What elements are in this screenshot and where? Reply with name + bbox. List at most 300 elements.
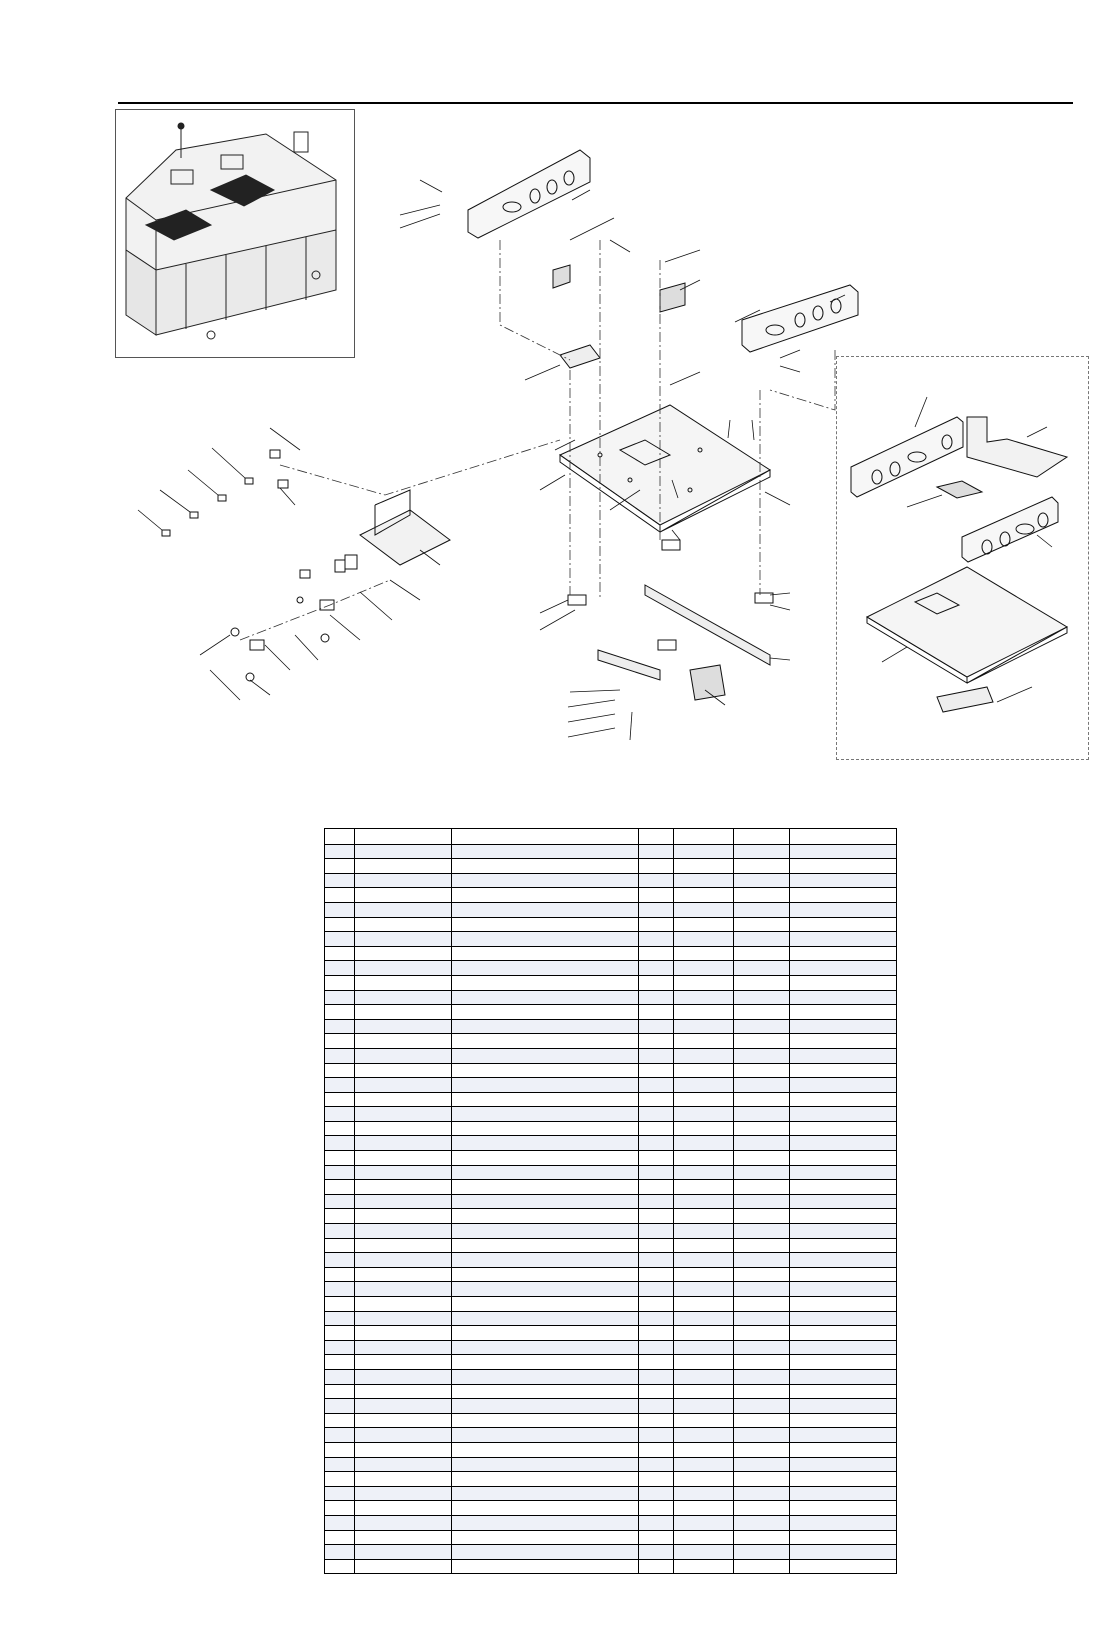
table-cell [674, 1311, 734, 1326]
table-cell [639, 917, 674, 932]
table-cell [325, 902, 355, 917]
table-cell [452, 1151, 639, 1166]
table-row [325, 1078, 897, 1093]
table-row [325, 1384, 897, 1399]
table-cell [790, 1442, 897, 1457]
table-row [325, 1048, 897, 1063]
table-cell [790, 1034, 897, 1049]
table-row [325, 873, 897, 888]
table-cell [674, 888, 734, 903]
table-cell [639, 1501, 674, 1516]
table-cell [452, 902, 639, 917]
table-cell [452, 917, 639, 932]
table-cell [325, 1369, 355, 1384]
table-cell [639, 1238, 674, 1253]
table-cell [355, 1326, 452, 1341]
table-cell [790, 1267, 897, 1282]
table-header-cell [790, 829, 897, 845]
table-cell [674, 917, 734, 932]
table-cell [734, 859, 790, 874]
table-cell [355, 1472, 452, 1487]
table-cell [734, 1384, 790, 1399]
table-cell [452, 1136, 639, 1151]
table-cell [790, 1472, 897, 1487]
table-cell [325, 1209, 355, 1224]
table-cell [452, 1457, 639, 1472]
table-cell [790, 975, 897, 990]
table-row [325, 975, 897, 990]
table-cell [790, 1399, 897, 1414]
table-row [325, 1472, 897, 1487]
table-cell [355, 1355, 452, 1370]
table-cell [325, 1428, 355, 1443]
table-cell [639, 844, 674, 859]
table-cell [355, 1005, 452, 1020]
table-row [325, 1340, 897, 1355]
table-cell [674, 902, 734, 917]
table-row [325, 1311, 897, 1326]
table-cell [734, 844, 790, 859]
rail-part-upper [468, 150, 590, 238]
table-cell [452, 932, 639, 947]
table-cell [790, 1121, 897, 1136]
table-cell [674, 1428, 734, 1443]
table-cell [452, 1369, 639, 1384]
table-cell [325, 946, 355, 961]
table-cell [734, 1311, 790, 1326]
table-cell [734, 1326, 790, 1341]
table-cell [452, 990, 639, 1005]
table-cell [355, 1442, 452, 1457]
table-cell [325, 873, 355, 888]
table-cell [452, 1501, 639, 1516]
table-cell [325, 1282, 355, 1297]
table-cell [734, 917, 790, 932]
table-cell [790, 1107, 897, 1122]
table-cell [355, 1530, 452, 1545]
table-cell [355, 917, 452, 932]
table-cell [325, 1267, 355, 1282]
table-row [325, 1501, 897, 1516]
table-row [325, 1515, 897, 1530]
table-cell [734, 961, 790, 976]
table-cell [452, 1267, 639, 1282]
table-cell [674, 1063, 734, 1078]
table-cell [355, 844, 452, 859]
table-cell [452, 1384, 639, 1399]
table-cell [674, 961, 734, 976]
table-cell [452, 888, 639, 903]
table-cell [355, 1559, 452, 1574]
table-cell [452, 1282, 639, 1297]
table-cell [452, 1355, 639, 1370]
table-cell [452, 1034, 639, 1049]
table-cell [674, 1180, 734, 1195]
table-cell [790, 946, 897, 961]
table-cell [452, 1559, 639, 1574]
table-cell [790, 1369, 897, 1384]
table-cell [639, 1253, 674, 1268]
table-row [325, 1297, 897, 1312]
table-cell [790, 1063, 897, 1078]
table-cell [734, 1515, 790, 1530]
table-cell [734, 1107, 790, 1122]
table-cell [325, 859, 355, 874]
table-cell [325, 1121, 355, 1136]
table-cell [639, 1107, 674, 1122]
table-row [325, 1326, 897, 1341]
table-cell [734, 888, 790, 903]
table-cell [790, 1019, 897, 1034]
table-cell [734, 1472, 790, 1487]
table-header-cell [325, 829, 355, 845]
table-cell [639, 1034, 674, 1049]
table-cell [674, 1297, 734, 1312]
table-cell [674, 1136, 734, 1151]
table-cell [355, 1034, 452, 1049]
table-row [325, 917, 897, 932]
table-cell [790, 1486, 897, 1501]
table-cell [325, 1165, 355, 1180]
table-cell [674, 1121, 734, 1136]
table-cell [734, 1297, 790, 1312]
table-cell [355, 975, 452, 990]
table-cell [452, 1428, 639, 1443]
table-cell [325, 932, 355, 947]
table-cell [452, 1326, 639, 1341]
table-cell [639, 873, 674, 888]
table-cell [355, 1413, 452, 1428]
table-cell [790, 1545, 897, 1560]
table-cell [355, 1121, 452, 1136]
table-row [325, 932, 897, 947]
table-cell [639, 1442, 674, 1457]
table-row [325, 1428, 897, 1443]
table-cell [452, 1209, 639, 1224]
table-cell [674, 1048, 734, 1063]
table-cell [639, 975, 674, 990]
table-cell [734, 1092, 790, 1107]
table-cell [674, 1369, 734, 1384]
table-header-cell [452, 829, 639, 845]
table-cell [452, 975, 639, 990]
table-cell [355, 1399, 452, 1414]
table-cell [452, 1078, 639, 1093]
table-cell [639, 1267, 674, 1282]
table-cell [639, 1384, 674, 1399]
table-cell [790, 873, 897, 888]
table-row [325, 1092, 897, 1107]
table-cell [452, 1092, 639, 1107]
table-cell [325, 961, 355, 976]
table-row [325, 1355, 897, 1370]
table-cell [452, 1515, 639, 1530]
table-cell [674, 1530, 734, 1545]
table-cell [639, 1399, 674, 1414]
table-row [325, 1019, 897, 1034]
table-row [325, 990, 897, 1005]
table-cell [674, 1384, 734, 1399]
table-cell [734, 1151, 790, 1166]
table-row [325, 1457, 897, 1472]
table-cell [639, 1413, 674, 1428]
table-cell [674, 1282, 734, 1297]
table-cell [734, 1355, 790, 1370]
table-cell [734, 1253, 790, 1268]
table-cell [325, 1136, 355, 1151]
table-cell [325, 1092, 355, 1107]
table-cell [355, 1501, 452, 1516]
table-row [325, 1267, 897, 1282]
table-cell [639, 1311, 674, 1326]
table-cell [355, 888, 452, 903]
table-cell [674, 1340, 734, 1355]
table-cell [674, 1355, 734, 1370]
table-cell [452, 1472, 639, 1487]
table-cell [452, 859, 639, 874]
table-row [325, 1224, 897, 1239]
table-cell [325, 1486, 355, 1501]
table-cell [355, 1209, 452, 1224]
table-cell [734, 873, 790, 888]
table-cell [452, 1180, 639, 1195]
table-header-cell [355, 829, 452, 845]
table-cell [639, 1340, 674, 1355]
table-cell [790, 1005, 897, 1020]
table-cell [452, 1194, 639, 1209]
table-cell [790, 1092, 897, 1107]
table-cell [355, 1311, 452, 1326]
table-cell [734, 1005, 790, 1020]
table-cell [452, 1121, 639, 1136]
table-cell [674, 873, 734, 888]
table-cell [639, 1165, 674, 1180]
table-cell [790, 1428, 897, 1443]
table-cell [674, 932, 734, 947]
table-row [325, 859, 897, 874]
table-cell [325, 917, 355, 932]
table-cell [674, 1326, 734, 1341]
table-row [325, 844, 897, 859]
table-cell [325, 1224, 355, 1239]
table-cell [325, 1107, 355, 1122]
table-row [325, 888, 897, 903]
table-cell [325, 1340, 355, 1355]
table-cell [452, 1311, 639, 1326]
table-cell [674, 1238, 734, 1253]
table-cell [790, 1297, 897, 1312]
table-cell [674, 1107, 734, 1122]
table-cell [355, 1165, 452, 1180]
table-cell [325, 1515, 355, 1530]
table-row [325, 1151, 897, 1166]
table-cell [734, 1457, 790, 1472]
table-cell [355, 1092, 452, 1107]
table-cell [674, 1034, 734, 1049]
table-cell [734, 1136, 790, 1151]
table-cell [674, 975, 734, 990]
table-cell [355, 1078, 452, 1093]
table-cell [734, 1501, 790, 1516]
table-cell [734, 1194, 790, 1209]
table-cell [355, 1267, 452, 1282]
table-cell [355, 1048, 452, 1063]
detail-inset-drawing [837, 357, 1088, 759]
table-cell [790, 1151, 897, 1166]
table-cell [639, 1180, 674, 1195]
table-cell [639, 1136, 674, 1151]
table-cell [355, 1224, 452, 1239]
table-cell [734, 1545, 790, 1560]
detail-inset [836, 356, 1089, 760]
table-cell [734, 1209, 790, 1224]
table-cell [452, 1399, 639, 1414]
table-cell [325, 1253, 355, 1268]
table-row [325, 1253, 897, 1268]
table-cell [790, 1224, 897, 1239]
table-cell [325, 1238, 355, 1253]
table-cell [452, 1253, 639, 1268]
table-row [325, 1282, 897, 1297]
table-row [325, 1545, 897, 1560]
table-cell [639, 1355, 674, 1370]
table-cell [734, 1399, 790, 1414]
table-cell [355, 1019, 452, 1034]
table-row [325, 1486, 897, 1501]
table-cell [452, 1340, 639, 1355]
table-cell [674, 1457, 734, 1472]
table-cell [452, 1165, 639, 1180]
table-cell [355, 1063, 452, 1078]
table-cell [734, 1078, 790, 1093]
table-cell [790, 1457, 897, 1472]
table-cell [639, 1369, 674, 1384]
table-cell [325, 888, 355, 903]
table-cell [734, 1063, 790, 1078]
table-cell [674, 1267, 734, 1282]
table-cell [325, 1151, 355, 1166]
table-cell [325, 1048, 355, 1063]
table-cell [355, 1384, 452, 1399]
table-cell [674, 1399, 734, 1414]
table-cell [355, 873, 452, 888]
table-cell [674, 1092, 734, 1107]
table-cell [325, 1472, 355, 1487]
table-cell [452, 1063, 639, 1078]
table-cell [734, 1034, 790, 1049]
table-cell [639, 932, 674, 947]
table-cell [734, 1340, 790, 1355]
table-cell [639, 961, 674, 976]
table-row [325, 1107, 897, 1122]
table-cell [639, 1121, 674, 1136]
table-cell [452, 844, 639, 859]
table-row [325, 961, 897, 976]
table-cell [734, 975, 790, 990]
table-cell [734, 932, 790, 947]
table-cell [355, 1107, 452, 1122]
table-cell [674, 1501, 734, 1516]
table-cell [790, 1326, 897, 1341]
rail-part-right [742, 285, 858, 352]
table-cell [639, 888, 674, 903]
table-cell [325, 1530, 355, 1545]
table-row [325, 1180, 897, 1195]
table-cell [325, 1501, 355, 1516]
table-cell [734, 1413, 790, 1428]
table-cell [790, 1311, 897, 1326]
table-cell [790, 917, 897, 932]
table-cell [355, 1180, 452, 1195]
table-cell [674, 1078, 734, 1093]
table-cell [325, 975, 355, 990]
table-cell [355, 902, 452, 917]
table-cell [355, 990, 452, 1005]
table-cell [325, 1005, 355, 1020]
table-row [325, 1399, 897, 1414]
table-cell [790, 888, 897, 903]
table-cell [734, 1019, 790, 1034]
table-cell [734, 1442, 790, 1457]
table-cell [734, 1224, 790, 1239]
table-cell [734, 1530, 790, 1545]
table-row [325, 946, 897, 961]
table-row [325, 902, 897, 917]
table-cell [355, 961, 452, 976]
table-cell [355, 1151, 452, 1166]
table-cell [674, 1224, 734, 1239]
table-cell [734, 1165, 790, 1180]
table-cell [355, 1340, 452, 1355]
table-cell [639, 1048, 674, 1063]
table-cell [790, 1340, 897, 1355]
table-cell [734, 1048, 790, 1063]
table-cell [325, 1413, 355, 1428]
table-cell [452, 1530, 639, 1545]
table-cell [355, 1369, 452, 1384]
table-cell [639, 1457, 674, 1472]
table-cell [734, 946, 790, 961]
table-cell [452, 1545, 639, 1560]
table-cell [355, 946, 452, 961]
table-cell [790, 844, 897, 859]
table-row [325, 1165, 897, 1180]
table-cell [790, 1515, 897, 1530]
table-cell [639, 1063, 674, 1078]
table-cell [355, 1297, 452, 1312]
table-cell [639, 1515, 674, 1530]
table-cell [674, 844, 734, 859]
table-cell [790, 1282, 897, 1297]
table-cell [639, 859, 674, 874]
table-cell [790, 1048, 897, 1063]
table-cell [790, 1530, 897, 1545]
table-cell [639, 1297, 674, 1312]
table-cell [790, 859, 897, 874]
table-cell [734, 1282, 790, 1297]
table-row [325, 1034, 897, 1049]
table-cell [355, 932, 452, 947]
table-cell [639, 946, 674, 961]
table-cell [790, 1253, 897, 1268]
table-cell [734, 1369, 790, 1384]
table-cell [639, 1326, 674, 1341]
table-cell [452, 1048, 639, 1063]
table-cell [734, 1267, 790, 1282]
table-cell [790, 932, 897, 947]
table-cell [674, 946, 734, 961]
table-cell [734, 1238, 790, 1253]
